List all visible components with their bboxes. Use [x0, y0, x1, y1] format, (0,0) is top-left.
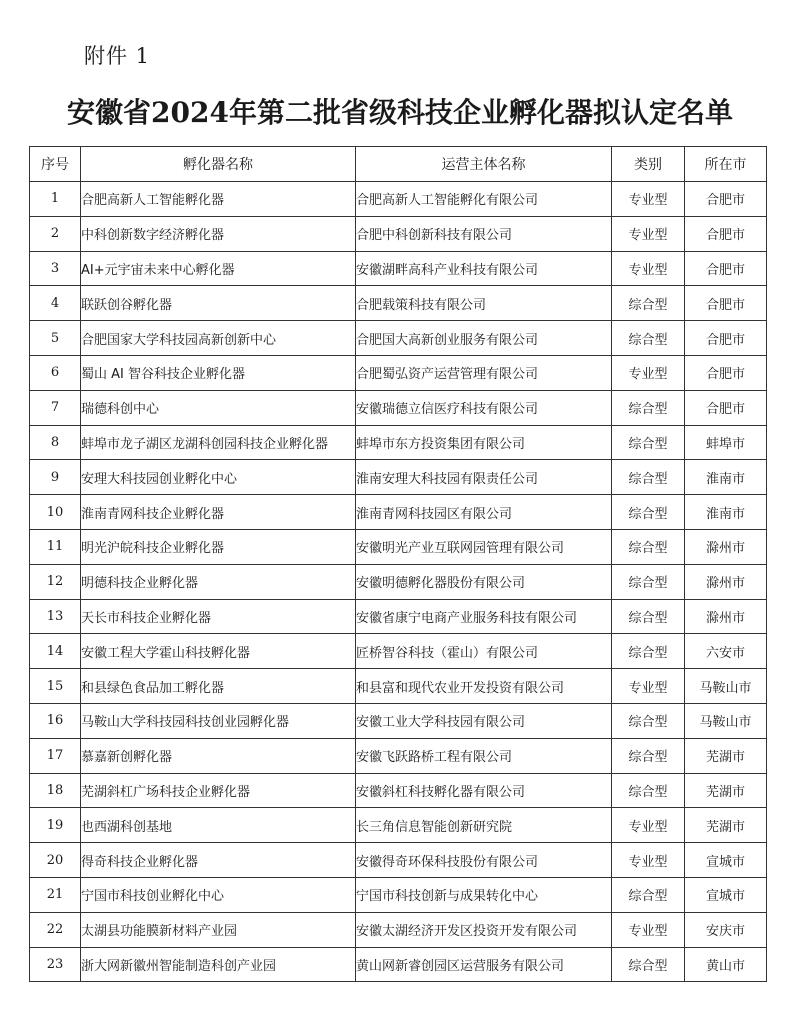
incubator-name: 中科创新数字经济孵化器: [81, 216, 356, 251]
row-number: 23: [30, 947, 81, 982]
row-number: 13: [30, 599, 81, 634]
city-name: 芜湖市: [685, 738, 767, 773]
city-name: 淮南市: [685, 460, 767, 495]
incubator-type: 综合型: [612, 877, 685, 912]
table-row: [30, 738, 767, 773]
city-name: 淮南市: [685, 495, 767, 530]
operator-name: 安徽得奇环保科技股份有限公司: [356, 843, 612, 878]
incubator-type: 专业型: [612, 182, 685, 217]
operator-name: 宁国市科技创新与成果转化中心: [356, 877, 612, 912]
document-title: 安徽省2024年第二批省级科技企业孵化器拟认定名单: [67, 96, 733, 129]
incubator-type: 专业型: [612, 669, 685, 704]
incubator-name: 明光沪皖科技企业孵化器: [81, 529, 356, 564]
operator-name: 安徽工业大学科技园有限公司: [356, 703, 612, 738]
operator-name: 黄山网新睿创园区运营服务有限公司: [356, 947, 612, 982]
table-row: [30, 773, 767, 808]
incubator-type: 综合型: [612, 425, 685, 460]
incubator-name: 太湖县功能膜新材料产业园: [81, 912, 356, 947]
incubator-name: 合肥高新人工智能孵化器: [81, 182, 356, 217]
incubator-name: 合肥国家大学科技园高新创新中心: [81, 321, 356, 356]
city-name: 马鞍山市: [685, 669, 767, 704]
table-header-row: [30, 147, 767, 182]
incubator-type: 专业型: [612, 251, 685, 286]
incubator-type: 综合型: [612, 495, 685, 530]
incubator-type: 专业型: [612, 808, 685, 843]
table-row: [30, 529, 767, 564]
incubator-type: 综合型: [612, 773, 685, 808]
operator-name: 和县富和现代农业开发投资有限公司: [356, 669, 612, 704]
city-name: 安庆市: [685, 912, 767, 947]
city-name: 合肥市: [685, 216, 767, 251]
table-row: [30, 912, 767, 947]
table-row: [30, 947, 767, 982]
incubator-name: 和县绿色食品加工孵化器: [81, 669, 356, 704]
incubator-name: 蚌埠市龙子湖区龙湖科创园科技企业孵化器: [81, 425, 356, 460]
incubator-name: 浙大网新徽州智能制造科创产业园: [81, 947, 356, 982]
operator-name: 合肥蜀弘资产运营管理有限公司: [356, 355, 612, 390]
city-name: 芜湖市: [685, 773, 767, 808]
row-number: 2: [30, 216, 81, 251]
header-operator: 运营主体名称: [356, 147, 612, 182]
city-name: 蚌埠市: [685, 425, 767, 460]
city-name: 滁州市: [685, 564, 767, 599]
operator-name: 安徽明德孵化器股份有限公司: [356, 564, 612, 599]
header-name: 孵化器名称: [81, 147, 356, 182]
city-name: 合肥市: [685, 355, 767, 390]
incubator-name: 芜湖斜杠广场科技企业孵化器: [81, 773, 356, 808]
operator-name: 安徽飞跃路桥工程有限公司: [356, 738, 612, 773]
city-name: 合肥市: [685, 182, 767, 217]
incubator-type: 综合型: [612, 599, 685, 634]
header-city: 所在市: [685, 147, 767, 182]
incubator-type: 综合型: [612, 321, 685, 356]
operator-name: 安徽斜杠科技孵化器有限公司: [356, 773, 612, 808]
table-row: [30, 460, 767, 495]
city-name: 六安市: [685, 634, 767, 669]
operator-name: 合肥高新人工智能孵化有限公司: [356, 182, 612, 217]
row-number: 7: [30, 390, 81, 425]
city-name: 合肥市: [685, 390, 767, 425]
incubator-table: [29, 146, 767, 982]
incubator-name: 宁国市科技创业孵化中心: [81, 877, 356, 912]
table-row: [30, 703, 767, 738]
incubator-name: 瑞德科创中心: [81, 390, 356, 425]
table-row: [30, 182, 767, 217]
incubator-name: 天长市科技企业孵化器: [81, 599, 356, 634]
table-row: [30, 843, 767, 878]
row-number: 12: [30, 564, 81, 599]
operator-name: 安徽太湖经济开发区投资开发有限公司: [356, 912, 612, 947]
city-name: 黄山市: [685, 947, 767, 982]
incubator-name: 马鞍山大学科技园科技创业园孵化器: [81, 703, 356, 738]
table-row: [30, 390, 767, 425]
city-name: 合肥市: [685, 286, 767, 321]
city-name: 宣城市: [685, 843, 767, 878]
row-number: 18: [30, 773, 81, 808]
incubator-type: 综合型: [612, 460, 685, 495]
city-name: 合肥市: [685, 251, 767, 286]
incubator-type: 综合型: [612, 286, 685, 321]
table-row: [30, 564, 767, 599]
table-row: [30, 669, 767, 704]
operator-name: 淮南安理大科技园有限责任公司: [356, 460, 612, 495]
row-number: 9: [30, 460, 81, 495]
operator-name: 长三角信息智能创新研究院: [356, 808, 612, 843]
operator-name: 安徽湖畔高科产业科技有限公司: [356, 251, 612, 286]
row-number: 20: [30, 843, 81, 878]
incubator-type: 专业型: [612, 912, 685, 947]
operator-name: 安徽明光产业互联网园管理有限公司: [356, 529, 612, 564]
row-number: 16: [30, 703, 81, 738]
incubator-name: 明德科技企业孵化器: [81, 564, 356, 599]
incubator-name: 联跃创谷孵化器: [81, 286, 356, 321]
table-row: [30, 251, 767, 286]
incubator-name: 蜀山 AI 智谷科技企业孵化器: [81, 355, 356, 390]
incubator-type: 综合型: [612, 703, 685, 738]
incubator-name: 慕嘉新创孵化器: [81, 738, 356, 773]
row-number: 22: [30, 912, 81, 947]
city-name: 芜湖市: [685, 808, 767, 843]
incubator-type: 综合型: [612, 390, 685, 425]
operator-name: 合肥中科创新科技有限公司: [356, 216, 612, 251]
operator-name: 安徽省康宁电商产业服务科技有限公司: [356, 599, 612, 634]
table-body: [30, 182, 767, 982]
operator-name: 合肥载策科技有限公司: [356, 286, 612, 321]
table-row: [30, 355, 767, 390]
row-number: 19: [30, 808, 81, 843]
row-number: 1: [30, 182, 81, 217]
row-number: 8: [30, 425, 81, 460]
table-row: [30, 877, 767, 912]
table-row: [30, 216, 767, 251]
incubator-name: 淮南青网科技企业孵化器: [81, 495, 356, 530]
incubator-name: 也西湖科创基地: [81, 808, 356, 843]
city-name: 合肥市: [685, 321, 767, 356]
city-name: 宣城市: [685, 877, 767, 912]
header-type: 类别: [612, 147, 685, 182]
row-number: 6: [30, 355, 81, 390]
operator-name: 安徽瑞德立信医疗科技有限公司: [356, 390, 612, 425]
incubator-type: 综合型: [612, 634, 685, 669]
incubator-type: 综合型: [612, 564, 685, 599]
incubator-type: 综合型: [612, 738, 685, 773]
city-name: 滁州市: [685, 599, 767, 634]
incubator-type: 综合型: [612, 529, 685, 564]
operator-name: 合肥国大高新创业服务有限公司: [356, 321, 612, 356]
table-row: [30, 425, 767, 460]
incubator-name: 得奇科技企业孵化器: [81, 843, 356, 878]
city-name: 马鞍山市: [685, 703, 767, 738]
row-number: 11: [30, 529, 81, 564]
row-number: 4: [30, 286, 81, 321]
city-name: 滁州市: [685, 529, 767, 564]
operator-name: 蚌埠市东方投资集团有限公司: [356, 425, 612, 460]
table-row: [30, 495, 767, 530]
incubator-name: 安理大科技园创业孵化中心: [81, 460, 356, 495]
row-number: 10: [30, 495, 81, 530]
row-number: 14: [30, 634, 81, 669]
row-number: 17: [30, 738, 81, 773]
row-number: 3: [30, 251, 81, 286]
incubator-type: 专业型: [612, 216, 685, 251]
operator-name: 淮南青网科技园区有限公司: [356, 495, 612, 530]
incubator-name: AI+元宇宙未来中心孵化器: [81, 251, 356, 286]
incubator-type: 综合型: [612, 947, 685, 982]
table-row: [30, 321, 767, 356]
table-row: [30, 634, 767, 669]
incubator-type: 专业型: [612, 843, 685, 878]
row-number: 5: [30, 321, 81, 356]
table-row: [30, 808, 767, 843]
attachment-label: 附件 1: [84, 44, 151, 68]
operator-name: 匠桥智谷科技（霍山）有限公司: [356, 634, 612, 669]
table-row: [30, 286, 767, 321]
table-row: [30, 599, 767, 634]
incubator-name: 安徽工程大学霍山科技孵化器: [81, 634, 356, 669]
incubator-type: 专业型: [612, 355, 685, 390]
row-number: 21: [30, 877, 81, 912]
row-number: 15: [30, 669, 81, 704]
header-no: 序号: [30, 147, 81, 182]
